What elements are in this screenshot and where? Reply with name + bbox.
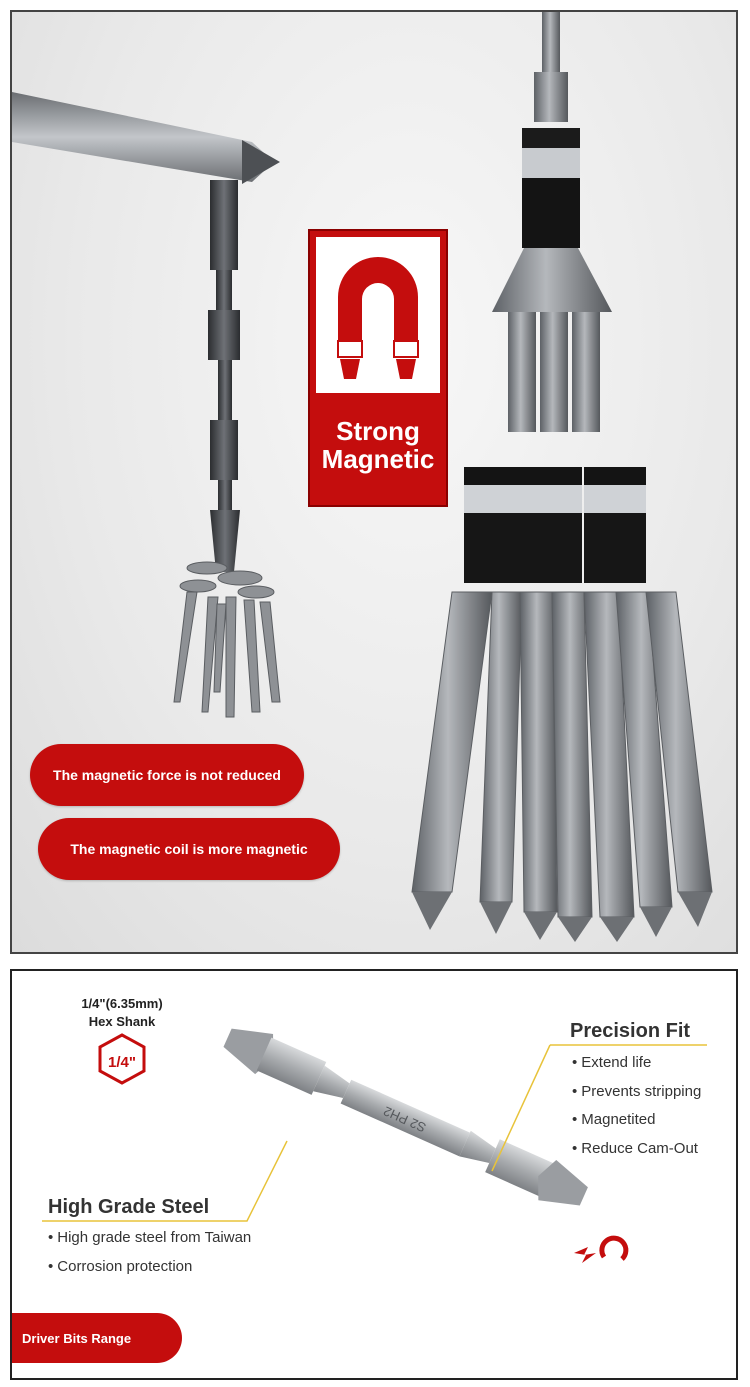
- precision-fit-title: Precision Fit: [570, 1020, 691, 1042]
- high-grade-steel-title: High Grade Steel: [48, 1196, 210, 1218]
- bit-spec-panel: [10, 969, 738, 1380]
- list-item: • Extend life: [572, 1049, 701, 1078]
- feature-pill-coil: The magnetic coil is more magnetic: [38, 818, 340, 880]
- precision-fit-list: [572, 1049, 701, 1163]
- badge-title-line1: Strong: [336, 416, 420, 446]
- hex-size-text: 1/4"(6.35mm): [81, 996, 163, 1011]
- horizontal-bit: [12, 92, 274, 182]
- list-item: • High grade steel from Taiwan: [48, 1224, 251, 1253]
- high-grade-steel-list: [48, 1224, 251, 1281]
- strong-magnetic-badge: [308, 229, 448, 507]
- hanging-screws: [174, 562, 280, 717]
- hex-size-mark: 1/4": [108, 1054, 136, 1071]
- list-item: • Magnetited: [572, 1106, 701, 1135]
- hex-shank-text: Hex Shank: [88, 1014, 156, 1029]
- magnet-small-icon: [574, 1238, 626, 1263]
- bit-holder-cluster: [412, 12, 712, 942]
- list-item: • Reduce Cam-Out: [572, 1135, 701, 1164]
- hanging-bit: [208, 180, 240, 572]
- driver-bits-range-tab[interactable]: Driver Bits Range: [12, 1313, 182, 1363]
- double-end-bit: [219, 1018, 593, 1217]
- magnetic-feature-panel: [10, 10, 738, 954]
- bit-engraving: S2 PH2: [381, 1103, 429, 1136]
- badge-title-line2: Magnetic: [321, 444, 435, 474]
- list-item: • Corrosion protection: [48, 1253, 251, 1282]
- feature-pill-force: The magnetic force is not reduced: [30, 744, 304, 806]
- magnet-icon: [316, 237, 440, 393]
- list-item: • Prevents stripping: [572, 1078, 701, 1107]
